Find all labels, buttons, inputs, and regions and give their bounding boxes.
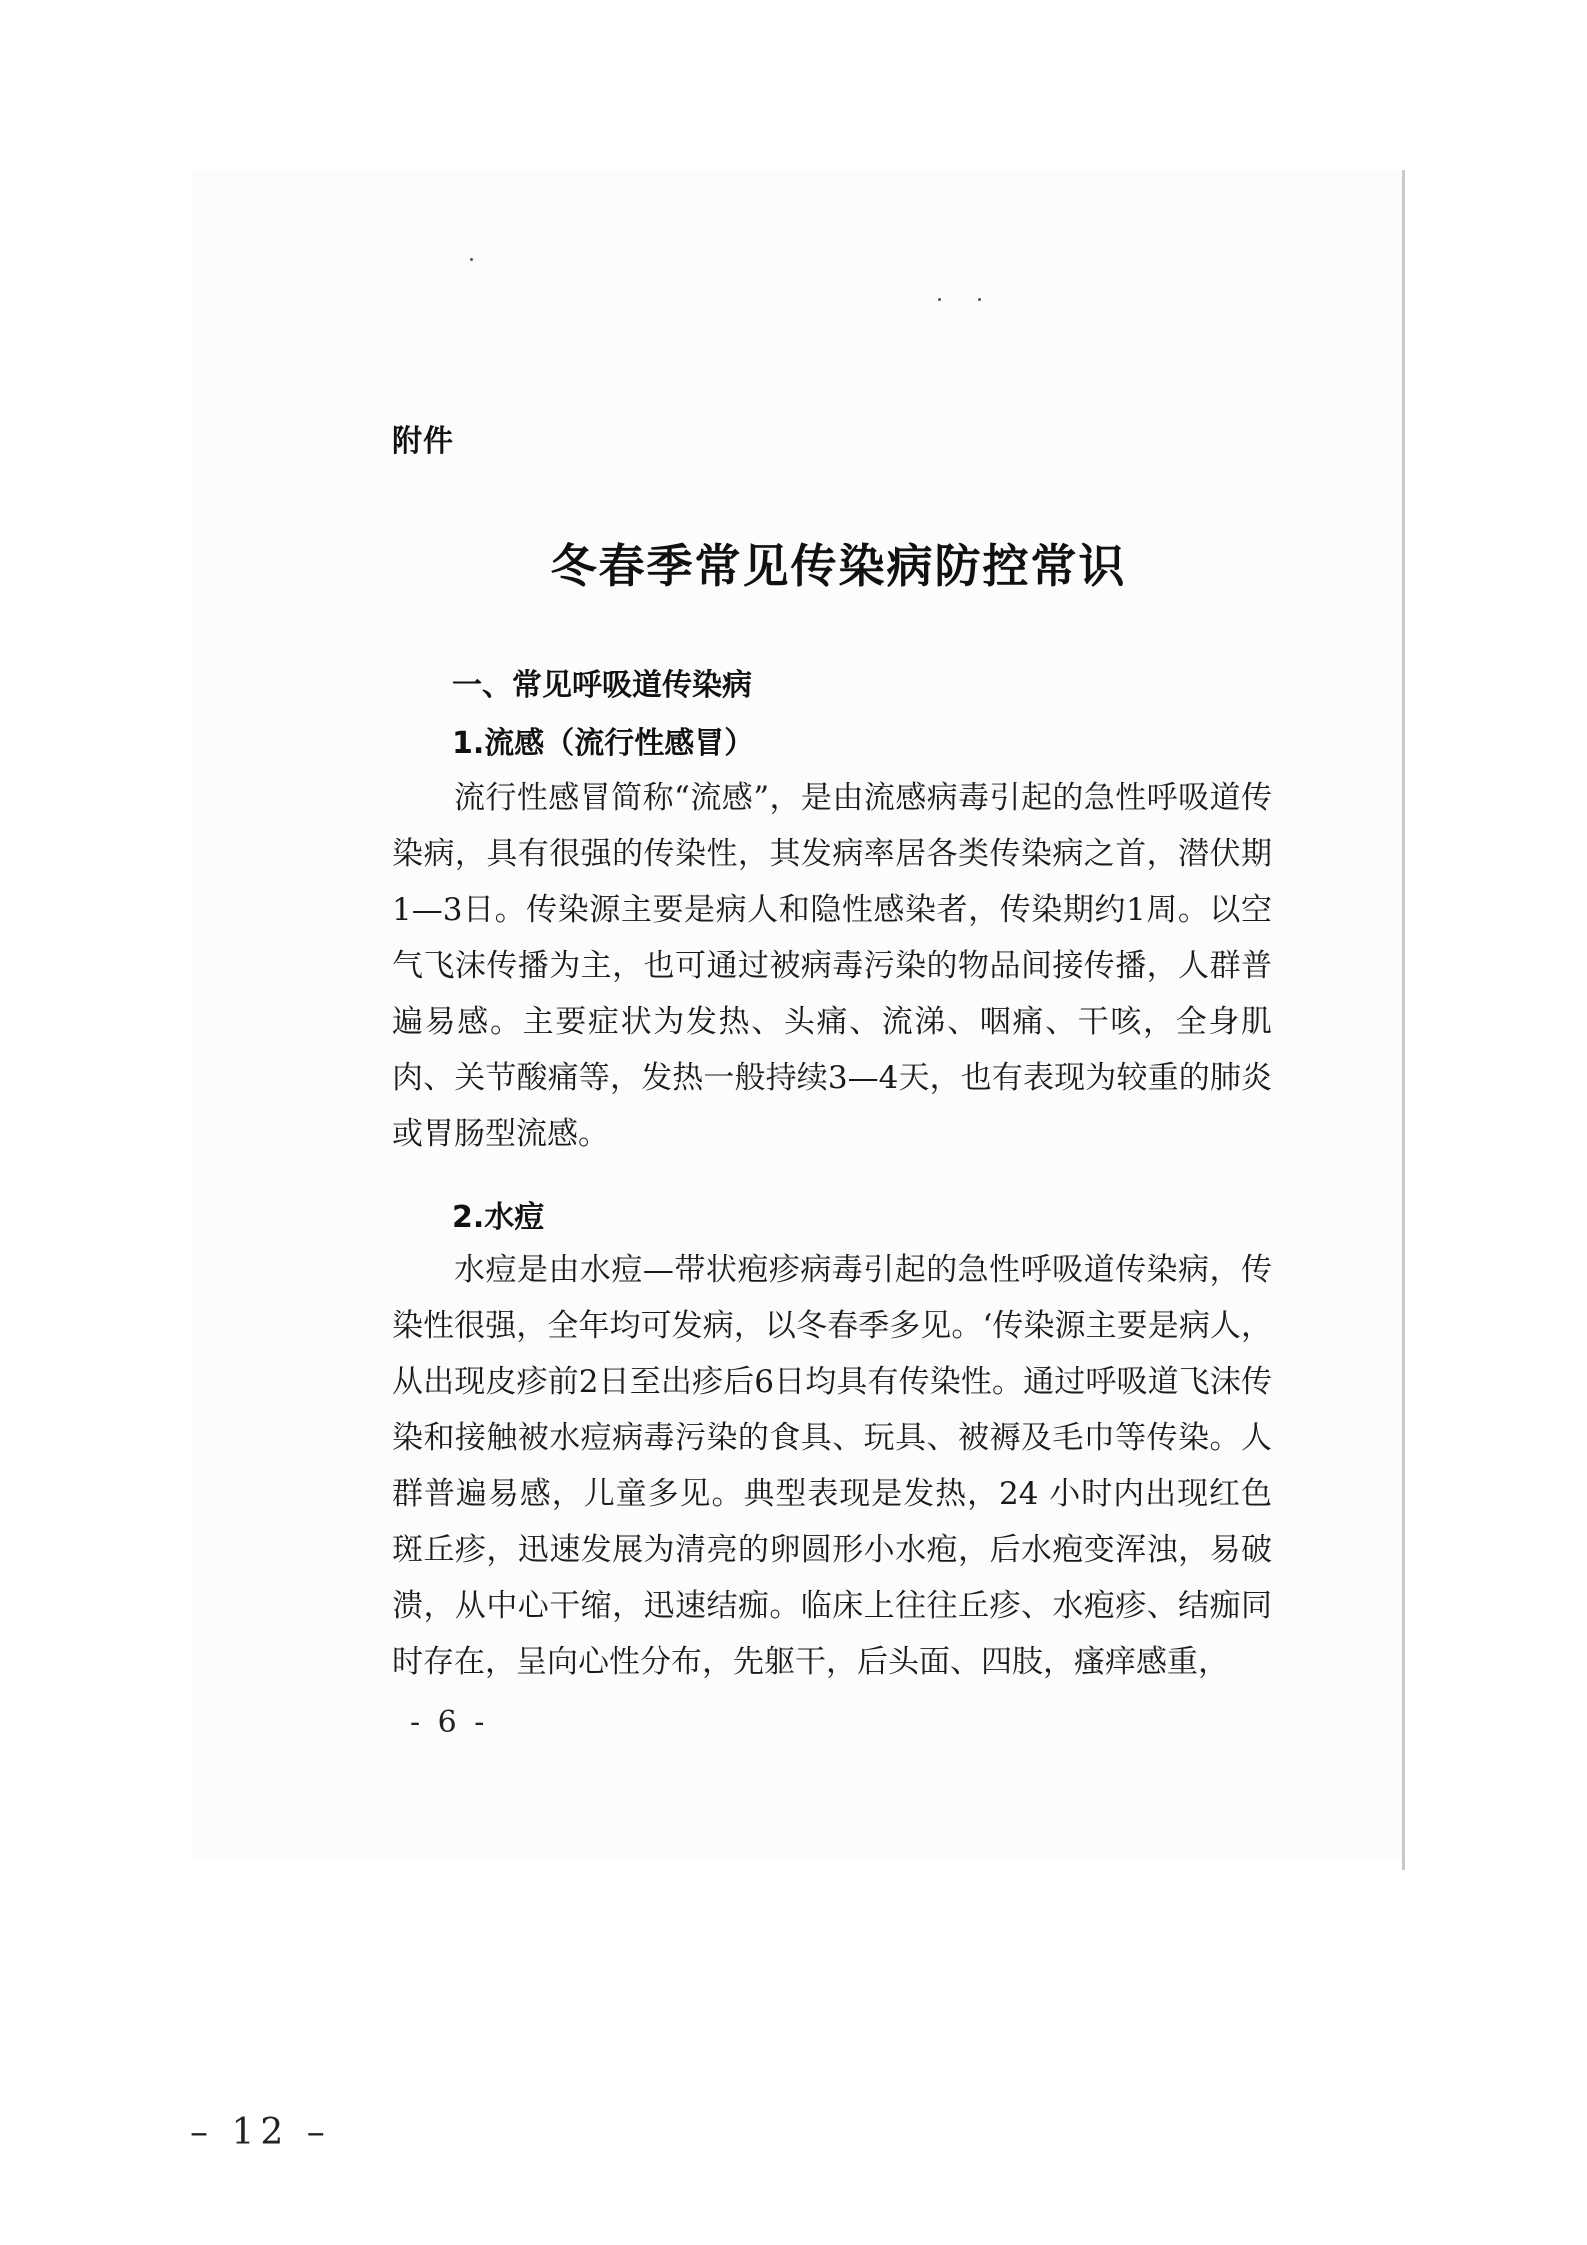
- outer-page-number: – 12 –: [190, 2112, 331, 2153]
- attachment-label: 附件: [392, 424, 454, 459]
- document-title: 冬春季常见传染病防控常识: [550, 539, 1127, 593]
- subheading-chickenpox: 2.水痘: [452, 1200, 545, 1235]
- paragraph-influenza: 流行性感冒简称“流感”，是由流感病毒引起的急性呼吸道传染病，具有很强的传染性，其发病率居各类传染病之首，潜伏期1—3日。传染源主要是病人和隐性感染者，传染期约1周。以空气飞沫传播为主，也可通过被病毒污染的物品间接传播，人群普遍易感。主要症状为发热、头痛、流涕、咽痛、干咳，全身肌肉、关节酸痛等，发热一般持续3—4天，也有表现为较重的肺炎或胃肠型流感。: [392, 780, 1272, 1152]
- section-heading-respiratory: 一、常见呼吸道传染病: [452, 668, 752, 703]
- inner-page-number: - 6 -: [410, 1705, 489, 1740]
- paragraph-chickenpox: 水痘是由水痘—带状疱疹病毒引起的急性呼吸道传染病，传染性很强，全年均可发病，以冬春季多见。‘传染源主要是病人，从出现皮疹前2日至出疹后6日均具有传染性。通过呼吸道飞沫传染和接触被水痘病毒污染的食具、玩具、被褥及毛巾等传染。人群普遍易感，儿童多见。典型表现是发热，24 小时内出现红色斑丘疹，迅速发展为清亮的卵圆形小水疱，后水疱变浑浊，易破溃，从中心干缩，迅速结痂。临床上往往丘疹、水疱疹、结痂同时存在，呈向心性分布，先躯干，后头面、四肢，瘙痒感重，: [392, 1252, 1272, 1680]
- subheading-influenza: 1.流感（流行性感冒）: [452, 726, 755, 761]
